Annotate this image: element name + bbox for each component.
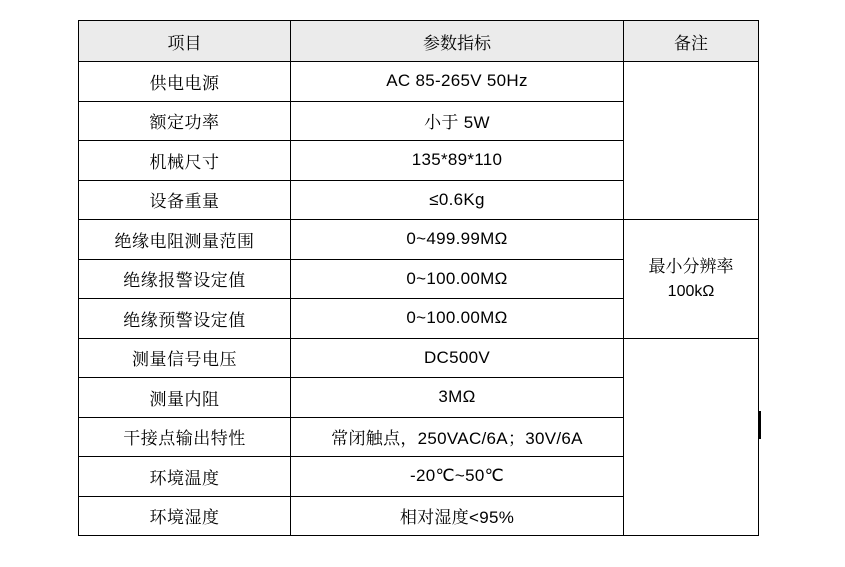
column-header-item: 项目 bbox=[79, 21, 291, 62]
row-item-label: 环境温度 bbox=[79, 457, 291, 497]
note-cell-resolution bbox=[624, 220, 759, 339]
row-spec-value: DC500V bbox=[291, 338, 624, 378]
row-spec-value: AC 85-265V 50Hz bbox=[291, 62, 624, 102]
row-spec-value: 0~100.00MΩ bbox=[291, 299, 624, 339]
row-item-label: 环境湿度 bbox=[79, 496, 291, 536]
column-header-spec: 参数指标 bbox=[291, 21, 624, 62]
row-spec-value: 135*89*110 bbox=[291, 141, 624, 181]
note-line-2: 100kΩ bbox=[667, 282, 715, 300]
edge-marker bbox=[758, 411, 761, 439]
row-item-label: 额定功率 bbox=[79, 101, 291, 141]
row-spec-value: -20℃~50℃ bbox=[291, 457, 624, 497]
row-spec-value: 3MΩ bbox=[291, 378, 624, 418]
table-row bbox=[79, 220, 759, 260]
specification-table bbox=[78, 20, 759, 536]
row-spec-value: 常闭触点，250VAC/6A；30V/6A bbox=[291, 417, 624, 457]
row-item-label: 供电电源 bbox=[79, 62, 291, 102]
table-row bbox=[79, 338, 759, 378]
specification-table-container bbox=[78, 20, 758, 536]
row-item-label: 绝缘预警设定值 bbox=[79, 299, 291, 339]
table-row bbox=[79, 62, 759, 102]
row-item-label: 设备重量 bbox=[79, 180, 291, 220]
row-spec-value: 小于 5W bbox=[291, 101, 624, 141]
row-spec-value: 0~100.00MΩ bbox=[291, 259, 624, 299]
row-spec-value: ≤0.6Kg bbox=[291, 180, 624, 220]
row-spec-value: 相对湿度<95% bbox=[291, 496, 624, 536]
table-body bbox=[79, 62, 759, 536]
table-header-row bbox=[79, 21, 759, 62]
note-cell-blank-top bbox=[624, 62, 759, 220]
row-item-label: 绝缘报警设定值 bbox=[79, 259, 291, 299]
row-spec-value: 0~499.99MΩ bbox=[291, 220, 624, 260]
row-item-label: 干接点输出特性 bbox=[79, 417, 291, 457]
row-item-label: 机械尺寸 bbox=[79, 141, 291, 181]
row-item-label: 测量信号电压 bbox=[79, 338, 291, 378]
note-line-1: 最小分辨率 bbox=[648, 257, 734, 276]
table-header bbox=[79, 21, 759, 62]
note-cell-blank-bottom bbox=[624, 338, 759, 536]
column-header-note: 备注 bbox=[624, 21, 759, 62]
row-item-label: 绝缘电阻测量范围 bbox=[79, 220, 291, 260]
row-item-label: 测量内阻 bbox=[79, 378, 291, 418]
